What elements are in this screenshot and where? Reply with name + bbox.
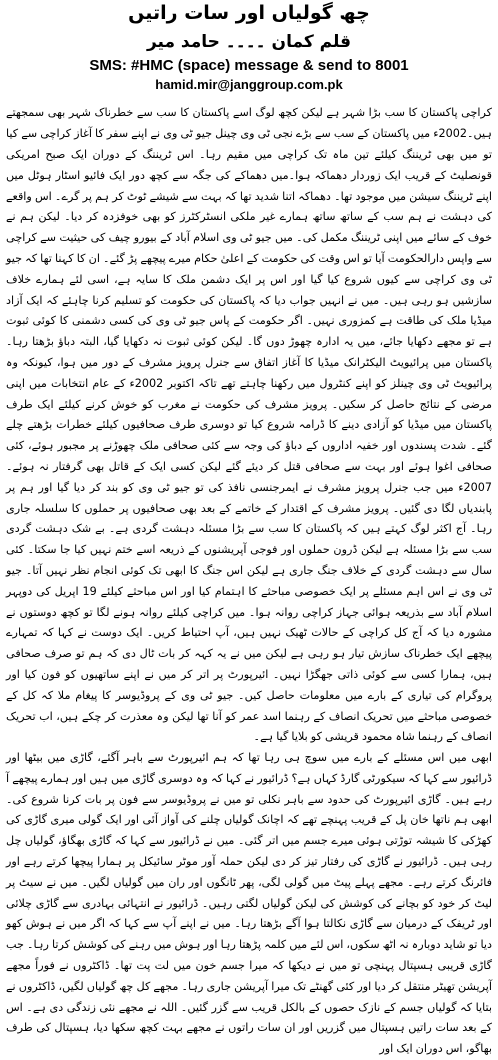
author-byline: قلم کمان ۔۔۔۔ حامد میر — [146, 31, 352, 52]
author-email[interactable]: hamid.mir@janggroup.com.pk — [155, 76, 343, 92]
article-body — [6, 103, 492, 1060]
article-title: چھ گولیاں اور سات راتیں — [128, 2, 370, 24]
article-paragraph-1: کراچی پاکستان کا سب بڑا شہر ہے لیکن کچھ لوگ اسے پاکستان کا سب سے خطرناک شہر بھی سمجھتے ہیں۔2002ء میں پاکستان کے سب سے بڑے نجی ٹی وی چینل جیو ٹی وی نے اپنے سفر کا آغاز کراچی سے کیا تو میں بھی ٹریننگ کیلئے تین ماہ تک کراچی میں مقیم رہا۔ اس ٹریننگ کے دوران ایک صبح امریکی قونصلیٹ کے قریب ایک زوردار دھماکہ ہوا۔میں دھماکے کی جگہ سے کچھ دور ایک فائیو اسٹار ہوٹل میں اپنے ٹریننگ سیشن میں موجود تھا۔ دھماکہ اتنا شدید تھا کہ بہت سے شیشے ٹوٹ کر ہم پر گرے۔ اس واقعے کی دہشت نے ہم سب کے ساتھ ساتھ ہمارے غیر ملکی انسٹرکٹرز کو بھی خوفزدہ کر دیا۔ لیکن ہم نے خوف کے سائے میں اپنی ٹریننگ مکمل کی۔ میں جیو ٹی وی اسلام آباد کے بیورو چیف کی حیثیت سے کراچی سے واپس دارالحکومت آیا تو اس وقت کی حکومت کے اعلیٰ حکام میرے پیچھے پڑ گئے۔ ان کا کہنا تھا کہ جیو ٹی وی کراچی سے کیوں شروع کیا گیا اور اس پر ایک دشمن ملک کا سایہ ہے، اسی لئے ہمارے خلاف سازشیں ہو رہی ہیں۔ میں نے انہیں جواب دیا کہ پاکستان کی حکومت کو تسلیم کرنا چاہئے کہ ایک آزاد میڈیا ملک کی طاقت ہے کمزوری نہیں۔ اگر حکومت کے پاس جیو ٹی وی کی کسی دشمنی کا کوئی ثبوت ہے تو مجھے دکھایا جائے، میں یہ ادارہ چھوڑ دوں گا۔ لیکن کوئی ثبوت نہ دکھایا گیا، البتہ دباؤ بڑھتا رہا۔ پاکستان میں پرائیویٹ الیکٹرانک میڈیا کا آغاز اتفاق سے جنرل پرویز مشرف کے دور میں ہوا، کیونکہ وہ پرائیویٹ ٹی وی چینلز کو اپنے کنٹرول میں رکھنا چاہتے تھے تاکہ اکتوبر 2002ء کے عام انتخابات میں اپنی مرضی کے نتائج حاصل کر سکیں۔ پرویز مشرف کی حکومت نے مغرب کو خوش کرنے کیلئے ایک طرف پاکستان میں میڈیا کو آزادی دینے کا ڈرامہ شروع کیا تو دوسری طرف صحافیوں کیلئے خطرات بڑھتے چلے گئے۔ شدت پسندوں اور خفیہ اداروں کے دباؤ کی وجہ سے کئی صحافی ملک چھوڑنے پر مجبور ہوئے، کئی صحافی اغوا ہوئے اور بہت سے صحافی قتل کر دیئے گئے لیکن کسی ایک کے قاتل بھی گرفتار نہ ہوئے۔ 2007ء میں جب جنرل پرویز مشرف نے ایمرجنسی نافذ کی تو جیو ٹی وی کو بند کر دیا گیا اور ہم پر پابندیاں لگا دی گئیں۔ پرویز مشرف کے اقتدار کے خاتمے کے بعد بھی صحافیوں پر حملوں کا سلسلہ جاری رہا۔ آج اکثر لوگ کہتے ہیں کہ پاکستان کا سب سے بڑا مسئلہ دہشت گردی ہے۔ بے شک دہشت گردی سب سے بڑا مسئلہ ہے لیکن ڈرون حملوں اور فوجی آپریشنوں کے ذریعہ اسے ختم نہیں کیا جا سکتا۔ کئی سال سے دہشت گردی کے خلاف جنگ جاری ہے لیکن اس جنگ کا ابھی تک کوئی انجام نظر نہیں آتا۔ جیو ٹی وی نے اس اہم مسئلے پر ایک خصوصی مباحثے کا اہتمام کیا اور اس مباحثے کیلئے 19 اپریل کی دوپہر اسلام آباد سے بذریعہ ہوائی جہاز کراچی روانہ ہوا۔ میں کراچی کیلئے روانہ ہونے لگا تو کچھ دوستوں نے مشورہ دیا کہ آج کل کراچی کے حالات ٹھیک نہیں ہیں، آپ احتیاط کریں۔ ایک دوست نے کہا کہ تمہارے پیچھے ایک خطرناک سازش تیار ہو رہی ہے لیکن میں نے یہ کہہ کر بات ٹال دی کہ ہم تو صرف صحافی ہیں، ہمارا کسی سے کوئی ذاتی جھگڑا نہیں۔ ائیرپورٹ پر اتر کر میں نے اپنے ساتھیوں کو فون کیا اور پروگرام کی تیاری کے بارے میں معلومات حاصل کیں۔ جیو ٹی وی کے پروڈیوسر کا پیغام ملا کہ کل کے خصوصی مباحثے میں تحریک انصاف کے رہنما اسد عمر کو آنا تھا لیکن وہ معذرت کر چکے ہیں، اب تحریک انصاف کے رہنما شاہ محمود قریشی کو بلایا گیا ہے۔ — [6, 106, 492, 744]
sms-instruction: SMS: #HMC (space) message & send to 8001 — [89, 57, 409, 74]
article-paragraph-2: ابھی میں اس مسئلے کے بارے میں سوچ ہی رہا تھا کہ ہم ائیرپورٹ سے باہر آگئے، گاڑی میں بیٹھا اور ڈرائیور سے کہا کہ سیکورٹی گارڈ کہاں ہے؟ ڈرائیور نے کہا کہ وہ دوسری گاڑی میں ہیں اور ہمارے پیچھے آ رہے ہیں۔ گاڑی ائیرپورٹ کی حدود سے باہر نکلی تو میں نے پروڈیوسر سے فون پر بات کرنا شروع کی۔ ابھی ہم ناتھا خان پل کے قریب پہنچے تھے کہ اچانک گولیاں چلنے کی آواز آئی اور ایک گولی میری گاڑی کی کھڑکی کا شیشہ توڑتی ہوئی میرے جسم میں اتر گئی۔ میں نے ڈرائیور سے کہا کہ گاڑی بھگاؤ، گولیاں چل رہی ہیں۔ ڈرائیور نے گاڑی کی رفتار تیز کر دی لیکن حملہ آور موٹر سائیکل پر ہمارا پیچھا کرتے رہے اور فائرنگ کرتے رہے۔ مجھے پہلے پیٹ میں گولی لگی، پھر ٹانگوں اور ران میں گولیاں لگیں۔ میں نے سیٹ پر لیٹ کر خود کو بچانے کی کوشش کی لیکن گولیاں لگتی رہیں۔ ڈرائیور نے انتہائی بہادری سے گاڑی چلائی اور ٹریفک کے درمیان سے گاڑی نکالتا ہوا آگے بڑھتا رہا۔ میں نے اپنے آپ سے کہا کہ اگر میں نے ہوش کھو دیا تو شاید دوبارہ نہ اٹھ سکوں، اس لئے میں کلمہ پڑھتا رہا اور ہوش میں رہنے کی کوشش کرتا رہا۔ جب گاڑی قریبی ہسپتال پہنچی تو میں نے دیکھا کہ میرا جسم خون میں لت پت تھا۔ ڈاکٹروں نے فوراً مجھے آپریشن تھیٹر منتقل کر دیا اور کئی گھنٹے تک میرا آپریشن جاری رہا۔ مجھے کل چھ گولیاں لگیں، ڈاکٹروں نے بتایا کہ گولیاں جسم کے نازک حصوں کے بالکل قریب سے گزر گئیں۔ اللہ نے مجھے نئی زندگی دی ہے۔ اس کے بعد سات راتیں ہسپتال میں گزریں اور ان سات راتوں نے مجھے بہت کچھ سکھا دیا، ہسپتال کی طرف بھاگو، اس دوران ایک اور — [6, 751, 492, 1056]
